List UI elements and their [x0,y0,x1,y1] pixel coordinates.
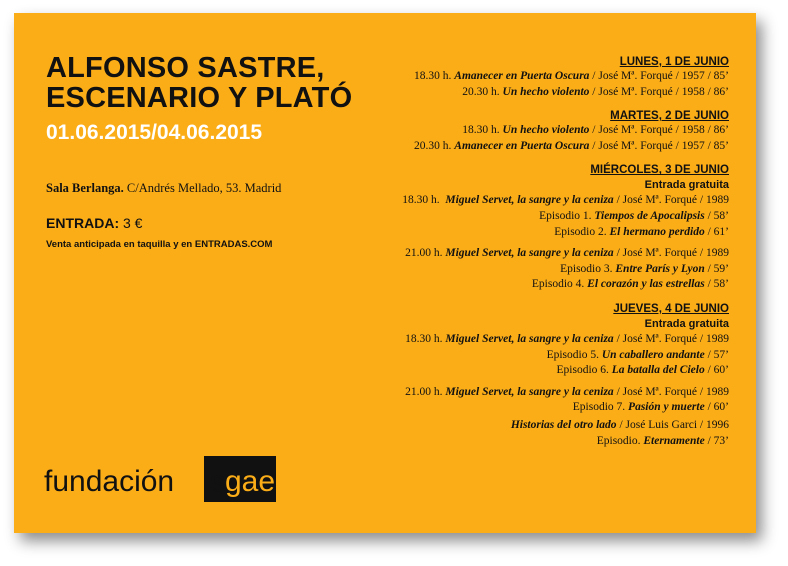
screening-details: / José Mª. Forqué / 1989 [613,247,729,260]
screening-details: / 59’ [704,262,729,275]
schedule-day [344,55,729,100]
screening-details: / 58’ [704,209,729,222]
film-title: El corazón y las estrellas [587,278,705,291]
film-title: Un caballero andante [601,348,705,361]
screening-line [344,385,729,401]
screening-line [344,139,729,155]
logo-box-text [210,465,275,499]
screening-time: Episodio 1. [539,209,595,222]
day-header: MARTES, 2 DE JUNIO [610,110,729,123]
screening-line [344,246,729,262]
film-title: Pasión y muerte [628,401,705,414]
film-title: Un hecho violento [502,85,590,98]
logo-s: s [210,465,225,498]
day-header: LUNES, 1 DE JUNIO [619,56,729,68]
screening-time: 20.30 h. [462,85,503,98]
film-title: Miguel Servet, la sangre y la ceniza [445,247,614,260]
screening-line [344,193,729,209]
screening-time: Episodio 2. [554,225,610,238]
entry-price: 3 € [119,215,143,231]
film-title: Historias del otro lado [510,418,617,431]
film-title: El hermano perdido [609,225,705,238]
title-line-2: ESCENARIO Y PLATÓ [46,82,353,114]
screening-time: Episodio 5. [546,348,602,361]
entry-price-info [46,215,142,231]
screening-details: / José Mª. Forqué / 1989 [613,385,729,398]
day-note: Entrada gratuita [644,179,729,192]
screening-line [344,363,729,379]
day-note: Entrada gratuita [644,317,729,330]
screening-line [344,225,729,241]
screening-line [344,262,729,278]
screening-details: / 57’ [704,348,729,361]
entry-label: ENTRADA: [46,215,120,231]
screening-time: Episodio 3. [560,262,616,275]
screening-time: Episodio 6. [556,364,612,377]
film-title: La batalla del Cielo [611,364,705,377]
screening-details: / 60’ [704,401,729,414]
screening-time: 21.00 h. [405,247,446,260]
presale-info: Venta anticipada en taquilla y en ENTRADAS.COM [46,239,273,250]
screening-line [344,418,729,434]
film-title: Un hecho violento [502,124,590,137]
screening-details: / 60’ [704,364,729,377]
screening-line [344,277,729,293]
screening-time: 18.30 h. [402,194,446,207]
day-header: MIÉRCOLES, 3 DE JUNIO [590,164,729,177]
screening-time: 20.30 h. [414,139,455,152]
screening-details: / José Mª. Forqué / 1989 [613,332,729,345]
screening-time: 18.30 h. [405,332,446,345]
film-title: Amanecer en Puerta Oscura [454,70,590,82]
screening-details: / José Mª. Forqué / 1958 / 86’ [589,85,729,98]
screening-details: / 58’ [704,278,729,291]
screening-line [344,209,729,225]
screening-line [344,69,729,85]
film-title: Amanecer en Puerta Oscura [454,139,590,152]
schedule-day [344,109,729,154]
screening-line [344,434,729,450]
film-title: Miguel Servet, la sangre y la ceniza [445,332,614,345]
event-title [46,53,352,113]
schedule-day [344,302,729,449]
screening-time: Episodio 7. [572,401,629,414]
event-card [14,13,756,533]
screening-time: 18.30 h. [414,70,455,82]
schedule-day [344,163,729,293]
screening-details: / José Mª. Forqué / 1957 / 85’ [589,139,729,152]
film-title: Tiempos de Apocalipsis [594,209,705,222]
title-line-1: ALFONSO SASTRE, [46,52,325,84]
screening-line [344,85,729,101]
film-title: Entre París y Lyon [615,262,705,275]
logo-word: fundación [44,465,175,498]
day-header: JUEVES, 4 DE JUNIO [613,302,729,315]
screening-time: Episodio 4. [531,278,588,291]
venue-name: Sala Berlanga. [46,181,124,195]
screening-line [344,332,729,348]
screening-details: / 73’ [704,434,729,447]
screening-details: / José Luis Garci / 1996 [616,418,729,431]
screening-details: / José Mª. Forqué / 1957 / 85’ [589,70,729,82]
film-title: Miguel Servet, la sangre y la ceniza [445,194,614,207]
screening-details: / 61’ [704,225,729,238]
screening-line [344,348,729,364]
screening-time: 18.30 h. [462,124,503,137]
film-title: Eternamente [643,434,705,447]
screening-details: / José Mª. Forqué / 1989 [613,194,729,207]
screening-time: Episodio. [596,434,644,447]
venue-info [46,181,281,196]
event-dates: 01.06.2015/04.06.2015 [46,121,263,144]
screening-time: 21.00 h. [405,385,446,398]
screening-line [344,400,729,416]
screening-line [344,123,729,139]
logo-gae: gae [225,465,276,498]
screening-details: / José Mª. Forqué / 1958 / 86’ [589,124,729,137]
film-title: Miguel Servet, la sangre y la ceniza [445,385,614,398]
venue-address: C/Andrés Mellado, 53. Madrid [123,181,282,195]
schedule [344,55,729,458]
